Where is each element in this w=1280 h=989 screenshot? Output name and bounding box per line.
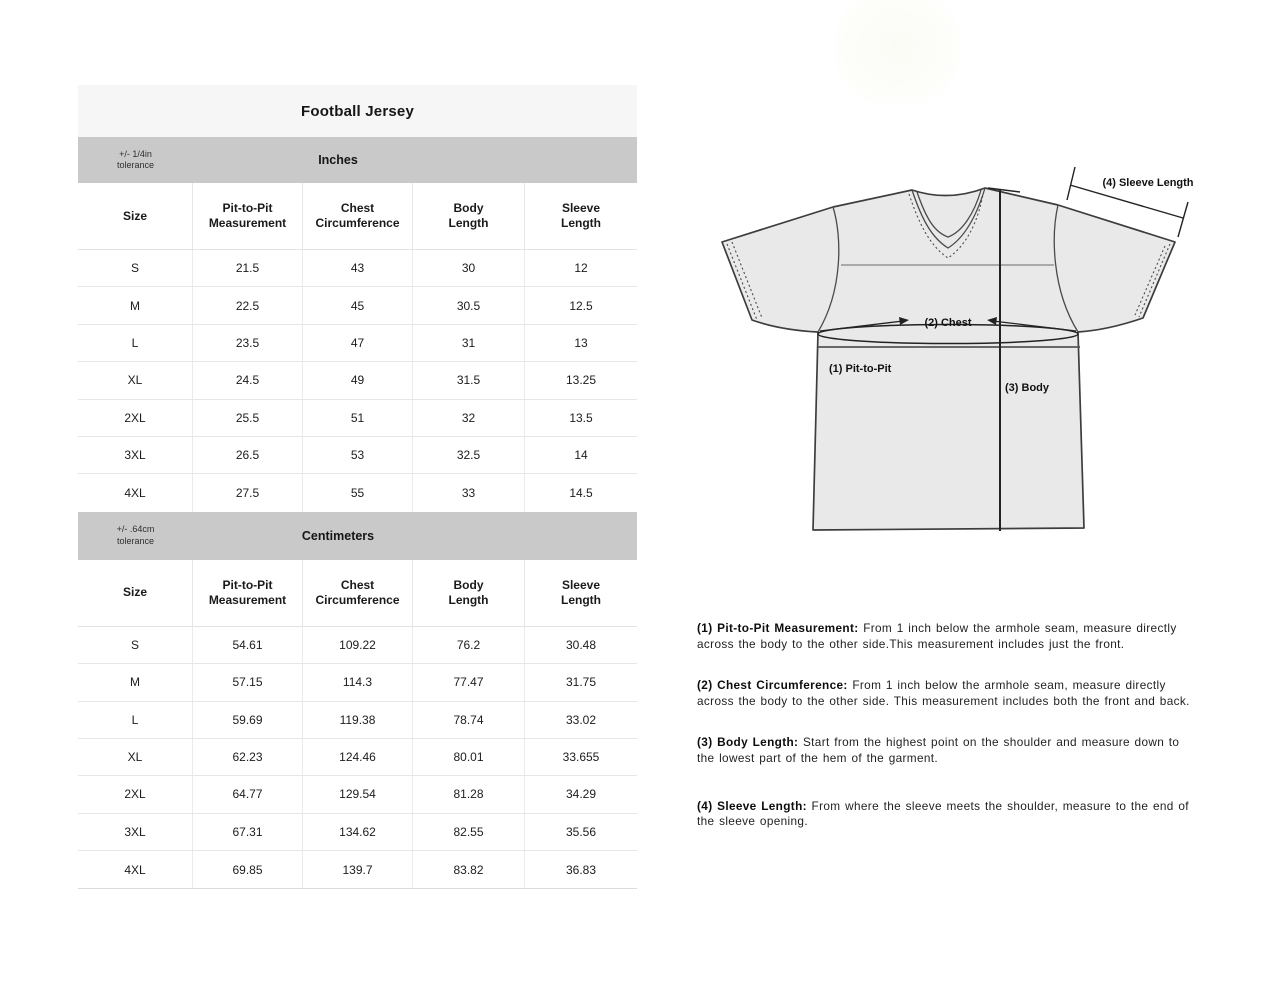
size-cell: M <box>78 287 193 323</box>
value-cell: 23.5 <box>193 325 303 361</box>
table-row <box>78 627 637 664</box>
value-cell: 49 <box>303 362 413 398</box>
value-cell: 21.5 <box>193 250 303 286</box>
size-chart-table <box>78 85 637 889</box>
value-cell: 32.5 <box>413 437 525 473</box>
tolerance-line-1: +/- .64cm <box>116 524 155 535</box>
value-cell: 30.5 <box>413 287 525 323</box>
value-cell: 31 <box>413 325 525 361</box>
value-cell: 67.31 <box>193 814 303 850</box>
size-cell: 2XL <box>78 776 193 812</box>
size-cell: S <box>78 250 193 286</box>
size-cell: L <box>78 325 193 361</box>
value-cell: 114.3 <box>303 664 413 700</box>
table-row <box>78 325 637 362</box>
column-header-size: Size <box>78 183 193 249</box>
value-cell: 14.5 <box>569 486 593 501</box>
value-cell: 64.77 <box>193 776 303 812</box>
value-cell: 83.82 <box>413 851 525 888</box>
table-row <box>78 362 637 399</box>
note-sleeve-length <box>697 799 1198 830</box>
size-cell: S <box>78 627 193 663</box>
size-cell: 2XL <box>78 400 193 436</box>
table-row <box>78 474 637 511</box>
value-cell: 77.47 <box>413 664 525 700</box>
value-cell: 22.5 <box>193 287 303 323</box>
unit-label-centimeters: Centimeters <box>301 528 375 543</box>
unit-label-inches: Inches <box>318 153 358 167</box>
value-cell: 80.01 <box>413 739 525 775</box>
value-cell: 51 <box>303 400 413 436</box>
jersey-measurement-diagram <box>680 140 1220 570</box>
column-header-row-centimeters <box>78 560 637 627</box>
table-row <box>78 400 637 437</box>
column-header-row-inches <box>78 183 637 250</box>
column-header-sleeve: Sleeve Length <box>561 201 601 230</box>
sleeve-dimension-line <box>1070 185 1183 218</box>
note-pit-to-pit <box>697 621 1198 652</box>
pit-to-pit-label: (1) Pit-to-Pit <box>829 363 892 375</box>
value-cell: 43 <box>303 250 413 286</box>
column-header-size: Size <box>78 560 193 626</box>
value-cell: 27.5 <box>193 474 303 511</box>
note-body: Start from the highest point on the shoulder and measure down to the lowest part of the hem of the garment. <box>697 735 1180 765</box>
table-row <box>78 814 637 851</box>
note-body: From where the sleeve meets the shoulder, measure to the end of the sleeve opening. <box>697 798 1189 829</box>
value-cell: 33.02 <box>565 712 597 727</box>
value-cell: 53 <box>303 437 413 473</box>
column-header-body: Body Length <box>413 560 525 626</box>
table-row <box>78 250 637 287</box>
value-cell: 13.5 <box>569 410 593 425</box>
table-row <box>78 776 637 813</box>
jersey-silhouette <box>722 188 1175 530</box>
value-cell: 45 <box>303 287 413 323</box>
column-header-pit-to-pit: Pit-to-Pit Measurement <box>193 183 303 249</box>
measurement-notes <box>697 621 1198 856</box>
value-cell: 24.5 <box>193 362 303 398</box>
value-cell: 69.85 <box>193 851 303 888</box>
background-smudge <box>835 0 960 105</box>
value-cell: 78.74 <box>413 702 525 738</box>
note-lead: (2) Chest Circumference: <box>697 678 848 693</box>
value-cell: 59.69 <box>193 702 303 738</box>
size-cell: 4XL <box>78 474 193 511</box>
column-header-chest: Chest Circumference <box>303 560 413 626</box>
column-header-sleeve: Sleeve Length <box>561 577 601 607</box>
table-body-inches <box>78 250 637 512</box>
sleeve-dimension-tick-right <box>1178 202 1188 237</box>
tolerance-line-2: tolerance <box>116 535 155 546</box>
value-cell: 31.5 <box>413 362 525 398</box>
note-chest <box>697 678 1198 709</box>
chart-title: Football Jersey <box>78 85 637 137</box>
column-header-chest: Chest Circumference <box>303 183 413 249</box>
table-row <box>78 287 637 324</box>
size-cell: 3XL <box>78 814 193 850</box>
table-row <box>78 437 637 474</box>
chest-label: (2) Chest <box>924 317 972 329</box>
value-cell: 33 <box>413 474 525 511</box>
note-lead: (1) Pit-to-Pit Measurement: <box>697 621 859 635</box>
table-row <box>78 664 637 701</box>
value-cell: 12.5 <box>569 298 593 313</box>
value-cell: 30.48 <box>565 637 597 652</box>
size-cell: XL <box>78 739 193 775</box>
value-cell: 34.29 <box>565 787 597 802</box>
note-body: From 1 inch below the armhole seam, measure directly across the body to the other side.This measurement includes just the front. <box>697 621 1177 651</box>
value-cell: 47 <box>303 325 413 361</box>
column-header-pit-to-pit: Pit-to-Pit Measurement <box>193 560 303 626</box>
value-cell: 13 <box>574 335 588 350</box>
value-cell: 26.5 <box>193 437 303 473</box>
note-body: From 1 inch below the armhole seam, measure directly across the body to the other side. This measurement includes both the front and back. <box>697 678 1190 708</box>
sleeve-length-label: (4) Sleeve Length <box>1102 177 1194 189</box>
size-cell: M <box>78 664 193 700</box>
unit-band-centimeters <box>78 512 637 560</box>
value-cell: 54.61 <box>193 627 303 663</box>
note-lead: (3) Body Length: <box>697 735 799 750</box>
value-cell: 62.23 <box>193 739 303 775</box>
value-cell: 30 <box>413 250 525 286</box>
value-cell: 119.38 <box>303 702 413 738</box>
value-cell: 33.655 <box>562 750 600 765</box>
tolerance-line-2: tolerance <box>116 160 155 170</box>
value-cell: 32 <box>413 400 525 436</box>
value-cell: 139.7 <box>303 851 413 888</box>
value-cell: 25.5 <box>193 400 303 436</box>
value-cell: 57.15 <box>193 664 303 700</box>
value-cell: 129.54 <box>303 776 413 812</box>
value-cell: 35.56 <box>565 824 597 839</box>
sleeve-dimension-tick-left <box>1067 167 1075 200</box>
value-cell: 36.83 <box>565 862 597 877</box>
note-lead: (4) Sleeve Length: <box>697 798 807 813</box>
value-cell: 13.25 <box>565 373 597 388</box>
value-cell: 55 <box>303 474 413 511</box>
table-row <box>78 739 637 776</box>
value-cell: 82.55 <box>413 814 525 850</box>
value-cell: 134.62 <box>303 814 413 850</box>
size-cell: 4XL <box>78 851 193 888</box>
note-body-length <box>697 735 1198 766</box>
column-header-body: Body Length <box>413 183 525 249</box>
value-cell: 12 <box>574 261 588 276</box>
table-row <box>78 851 637 888</box>
value-cell: 109.22 <box>303 627 413 663</box>
value-cell: 31.75 <box>565 675 597 690</box>
body-label: (3) Body <box>1005 382 1049 394</box>
unit-band-inches <box>78 137 637 183</box>
size-cell: L <box>78 702 193 738</box>
tolerance-line-1: +/- 1/4in <box>119 148 152 159</box>
size-cell: 3XL <box>78 437 193 473</box>
table-row <box>78 702 637 739</box>
value-cell: 14 <box>574 448 588 463</box>
value-cell: 76.2 <box>413 627 525 663</box>
size-cell: XL <box>78 362 193 398</box>
value-cell: 124.46 <box>303 739 413 775</box>
value-cell: 81.28 <box>413 776 525 812</box>
table-body-centimeters <box>78 627 637 889</box>
